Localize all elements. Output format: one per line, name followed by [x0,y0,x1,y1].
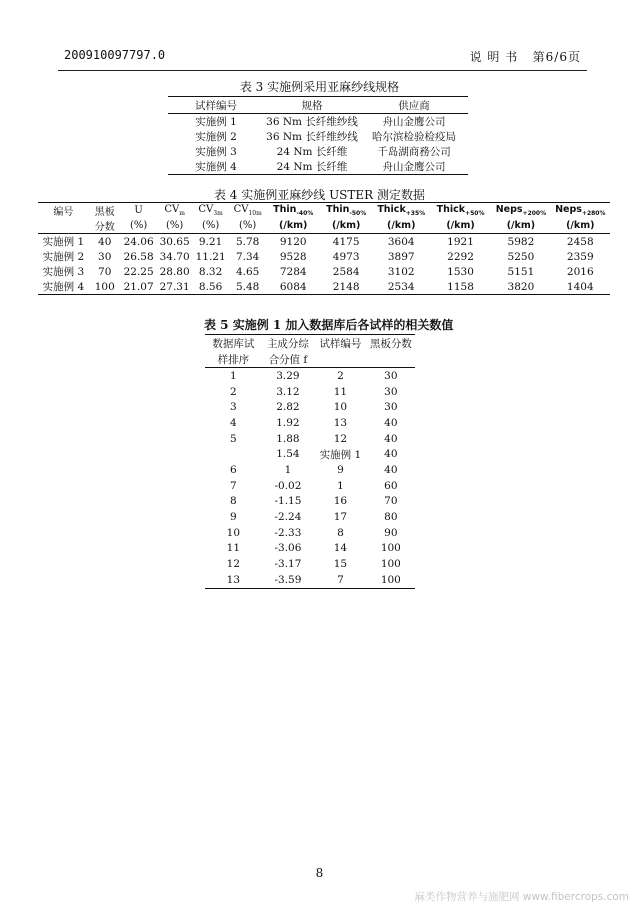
table5-header-row [205,335,415,352]
table4-unit-cell [38,218,89,234]
table5-cell: 7 [230,479,237,492]
table5-cell: 90 [384,526,398,539]
table4-unit-cell: (/km) [491,218,550,234]
table4-cell: 26.58 [123,250,154,263]
table4-cell: 5250 [507,250,535,263]
table5-cell: 100 [380,558,401,571]
table4-cell: 5.48 [229,279,267,295]
table3-row [168,159,468,175]
table3-cell: 实施例 4 [168,159,264,175]
table4-header-cell: $CV_{3m}$ [193,203,229,219]
table5-cell: 1.88 [276,432,300,445]
table4-cell: 2584 [332,265,360,278]
table5-row [205,384,415,400]
table4-cell: 5151 [507,265,535,278]
table5-cell: 15 [333,558,348,571]
table5-cell: -3.17 [274,558,302,571]
table5-cell: 40 [384,432,398,445]
page-number: 8 [315,866,324,880]
table5-cell: 8 [230,495,237,508]
table4-cell: 3897 [387,250,415,263]
table5-cell: 13 [205,572,262,588]
table3-cell: 舟山金鹰公司 [382,116,446,128]
table4-row [38,264,610,279]
table3-header-row [168,97,468,114]
table5-row [205,431,415,447]
table4-cell: 100 [89,279,121,295]
table5-header-cell [367,351,415,368]
table4-header-cell: Thin$_{-40\%}$ [267,203,320,219]
table5-cell: 100 [367,572,415,588]
page-indicator: 第6/6页 [532,50,581,64]
table4-cell: 实施例 1 [42,236,85,248]
table4-cell: 70 [98,265,112,278]
table4-unit-cell: 分数 [89,218,121,234]
table5-header-cell: 数据库试 [205,335,262,352]
table4-cell: 2359 [566,250,594,263]
table4-header-cell: Thick$_{+50\%}$ [430,203,491,219]
table4-row [38,234,610,250]
table5-row [205,478,415,494]
table5-cell: 1 [337,479,344,492]
table4-unit-cell: (/km) [551,218,610,234]
page-header-right [470,48,581,65]
table5-cell: 10 [226,526,241,539]
table5-cell: 1.92 [276,416,300,429]
table5-cell: 17 [333,511,348,524]
table4-cell: 6084 [267,279,320,295]
table4-cell: 2458 [566,235,594,248]
table3-header-cell: 供应商 [360,97,468,114]
table5-row [205,509,415,525]
table5-cell: 11 [226,542,241,555]
table4-unit-cell: (%) [157,218,193,234]
table4-cell: 30.65 [159,235,190,248]
table5-cell: 30 [384,369,398,382]
table3-cell: 36 Nm 长纤维纱线 [266,131,358,143]
table3-row [168,114,468,130]
table5-row [205,556,415,572]
table5-cell: 60 [384,479,398,492]
table4-header-cell: Neps$_{+200\%}$ [491,203,550,219]
table4-unit-cell: (/km) [267,218,320,234]
table4-cell: 30 [98,250,112,263]
table4-header-cell: $CV_{10m}$ [229,203,267,219]
table4-unit-row [38,218,610,234]
table3-cell: 哈尔滨检验检疫局 [372,131,456,143]
table5-header-cell: 合分值 f [262,351,315,368]
table5-row [205,368,415,384]
table4-cell: 8.32 [198,265,223,278]
patent-number: 200910097797.0 [64,48,166,62]
table3-row [168,129,468,144]
table5-cell: 70 [384,495,398,508]
table4-cell: 4.65 [235,265,260,278]
table4-unit-cell: (%) [121,218,157,234]
table5-cell: 100 [380,542,401,555]
table3-header-cell: 试样编号 [168,97,264,114]
table5-cell: 40 [384,416,398,429]
table4-cell: 40 [98,235,112,248]
table4-cell: 实施例 3 [42,266,85,278]
table4-cell: 3604 [387,235,415,248]
table4-cell: 9.21 [198,235,223,248]
table4-cell: 1404 [551,279,610,295]
table5-row [205,462,415,478]
table5-cell: 11 [333,385,348,398]
table5-row [205,572,415,588]
table4-cell: 实施例 4 [38,279,89,295]
table5-cell: 9 [337,463,344,476]
table5-cell: -3.06 [274,542,302,555]
table5-caption: 表 5 实施例 1 加入数据库后各试样的相关数值 [204,318,454,332]
table4-header-cell: Neps$_{+280\%}$ [551,203,610,219]
table3-cell: 舟山金鹰公司 [360,159,468,175]
table4-cell: 28.80 [159,265,190,278]
table5-cell: 3.29 [276,369,300,382]
table5-cell: 12 [226,558,241,571]
table3-header-cell: 规格 [264,97,360,114]
table4-header-cell: $CV_m$ [157,203,193,219]
table5-cell: 30 [384,385,398,398]
table5-header-cell: 黑板分数 [367,335,415,352]
table5-header-cell: 主成分综 [262,335,315,352]
table4-cell: 21.07 [121,279,157,295]
table4-cell: 11.21 [195,250,226,263]
table4-cell: 8.56 [193,279,229,295]
table5-cell: 40 [384,448,398,461]
table4-cell: 2148 [320,279,373,295]
table4-unit-cell: (/km) [373,218,430,234]
table5-cell: 6 [230,463,237,476]
table5-header-cell [314,351,367,368]
table4-cell: 5.78 [235,235,260,248]
table5-header-cell: 试样编号 [314,335,367,352]
table5-header-cell: 样排序 [205,351,262,368]
table4-header-cell: Thin$_{-50\%}$ [320,203,373,219]
table4-row [38,249,610,264]
table5-cell: 14 [333,542,348,555]
table4-cell: 24.06 [123,235,154,248]
table3 [168,96,468,175]
table4-cell: 1530 [447,265,474,278]
table5-cell: 1 [230,369,237,382]
table4-cell: 实施例 2 [42,251,85,263]
table5-cell: -0.02 [274,479,302,492]
watermark: 麻类作物营养与施肥网 www.fibercrops.com [414,891,629,903]
table4-header-row [38,203,610,219]
table5-cell: 2.82 [276,401,300,414]
table3-cell: 实施例 3 [195,146,237,158]
table5-cell: 1 [284,463,292,476]
table5-cell: -3.59 [262,572,315,588]
table5 [205,334,415,589]
table4-cell: 34.70 [159,250,190,263]
table5-cell: -1.15 [274,495,302,508]
table4-cell: 1158 [430,279,491,295]
table4-row [38,279,610,295]
table5-cell: 实施例 1 [319,448,362,461]
table4-unit-cell: (/km) [320,218,373,234]
table3-cell: 千岛湖商務公司 [377,146,451,158]
table3-cell: 24 Nm 长纤维 [264,159,360,175]
table4-unit-cell: (/km) [430,218,491,234]
table4-header-cell: U [121,203,157,219]
table4-cell: 9120 [279,235,307,248]
table5-cell: 2 [337,369,344,382]
table5-cell: 3 [230,401,237,414]
table5-cell: 30 [384,401,398,414]
table3-cell: 实施例 1 [195,116,237,128]
table4-cell: 2016 [566,265,594,278]
table5-cell: 12 [333,432,348,445]
table5-cell: 9 [230,511,237,524]
table5-row [205,415,415,431]
table5-cell: 13 [333,416,348,429]
table4-cell: 2534 [373,279,430,295]
table4-cell: 2292 [447,250,474,263]
table4-cell: 1921 [447,235,474,248]
table5-cell: -2.24 [274,511,302,524]
table4-caption: 表 4 实施例亚麻纱线 USTER 测定数据 [213,188,426,202]
table5-row [205,494,415,510]
table3-cell: 36 Nm 长纤维纱线 [266,116,358,128]
table4-header-cell: 编号 [38,203,89,219]
table4-header-cell: 黑板 [89,203,121,219]
table5-row [205,525,415,541]
table4-cell: 7284 [279,265,307,278]
table4-cell: 4973 [332,250,360,263]
table4-header-cell: Thick$_{+35\%}$ [373,203,430,219]
table5-row [205,541,415,557]
table3-cell: 实施例 2 [195,131,237,143]
table4-cell: 5982 [507,235,535,248]
table4-unit-cell: (%) [229,218,267,234]
table3-cell: 24 Nm 长纤维 [276,146,348,158]
table4-cell: 22.25 [123,265,154,278]
table5-cell: 2 [230,385,237,398]
table5-cell: -2.33 [274,526,302,539]
table4-cell: 7.34 [235,250,260,263]
table5-cell: 3.12 [276,385,300,398]
table5-cell: 8 [337,526,344,539]
table5-cell: 80 [384,511,398,524]
table4-cell: 3102 [387,265,415,278]
table3-caption: 表 3 实施例采用亚麻纱线规格 [239,80,400,94]
table5-row [205,399,415,415]
table4-unit-cell: (%) [193,218,229,234]
table5-row [205,446,415,462]
table5-cell [205,446,262,462]
table5-cell: 5 [230,432,237,445]
table5-cell: 4 [230,416,237,429]
table4-cell: 9528 [279,250,307,263]
header-divider [58,70,587,71]
table5-cell: 7 [314,572,367,588]
table5-cell: 10 [333,401,348,414]
table4-cell: 27.31 [157,279,193,295]
table3-row [168,144,468,159]
table4-cell: 3820 [491,279,550,295]
section-title: 说 明 书 [469,50,519,64]
table5-cell: 1.54 [276,448,300,461]
table4 [38,202,610,295]
table4-cell: 4175 [332,235,360,248]
table5-cell: 16 [333,495,348,508]
table5-cell: 40 [384,463,398,476]
table5-header-row [205,351,415,368]
